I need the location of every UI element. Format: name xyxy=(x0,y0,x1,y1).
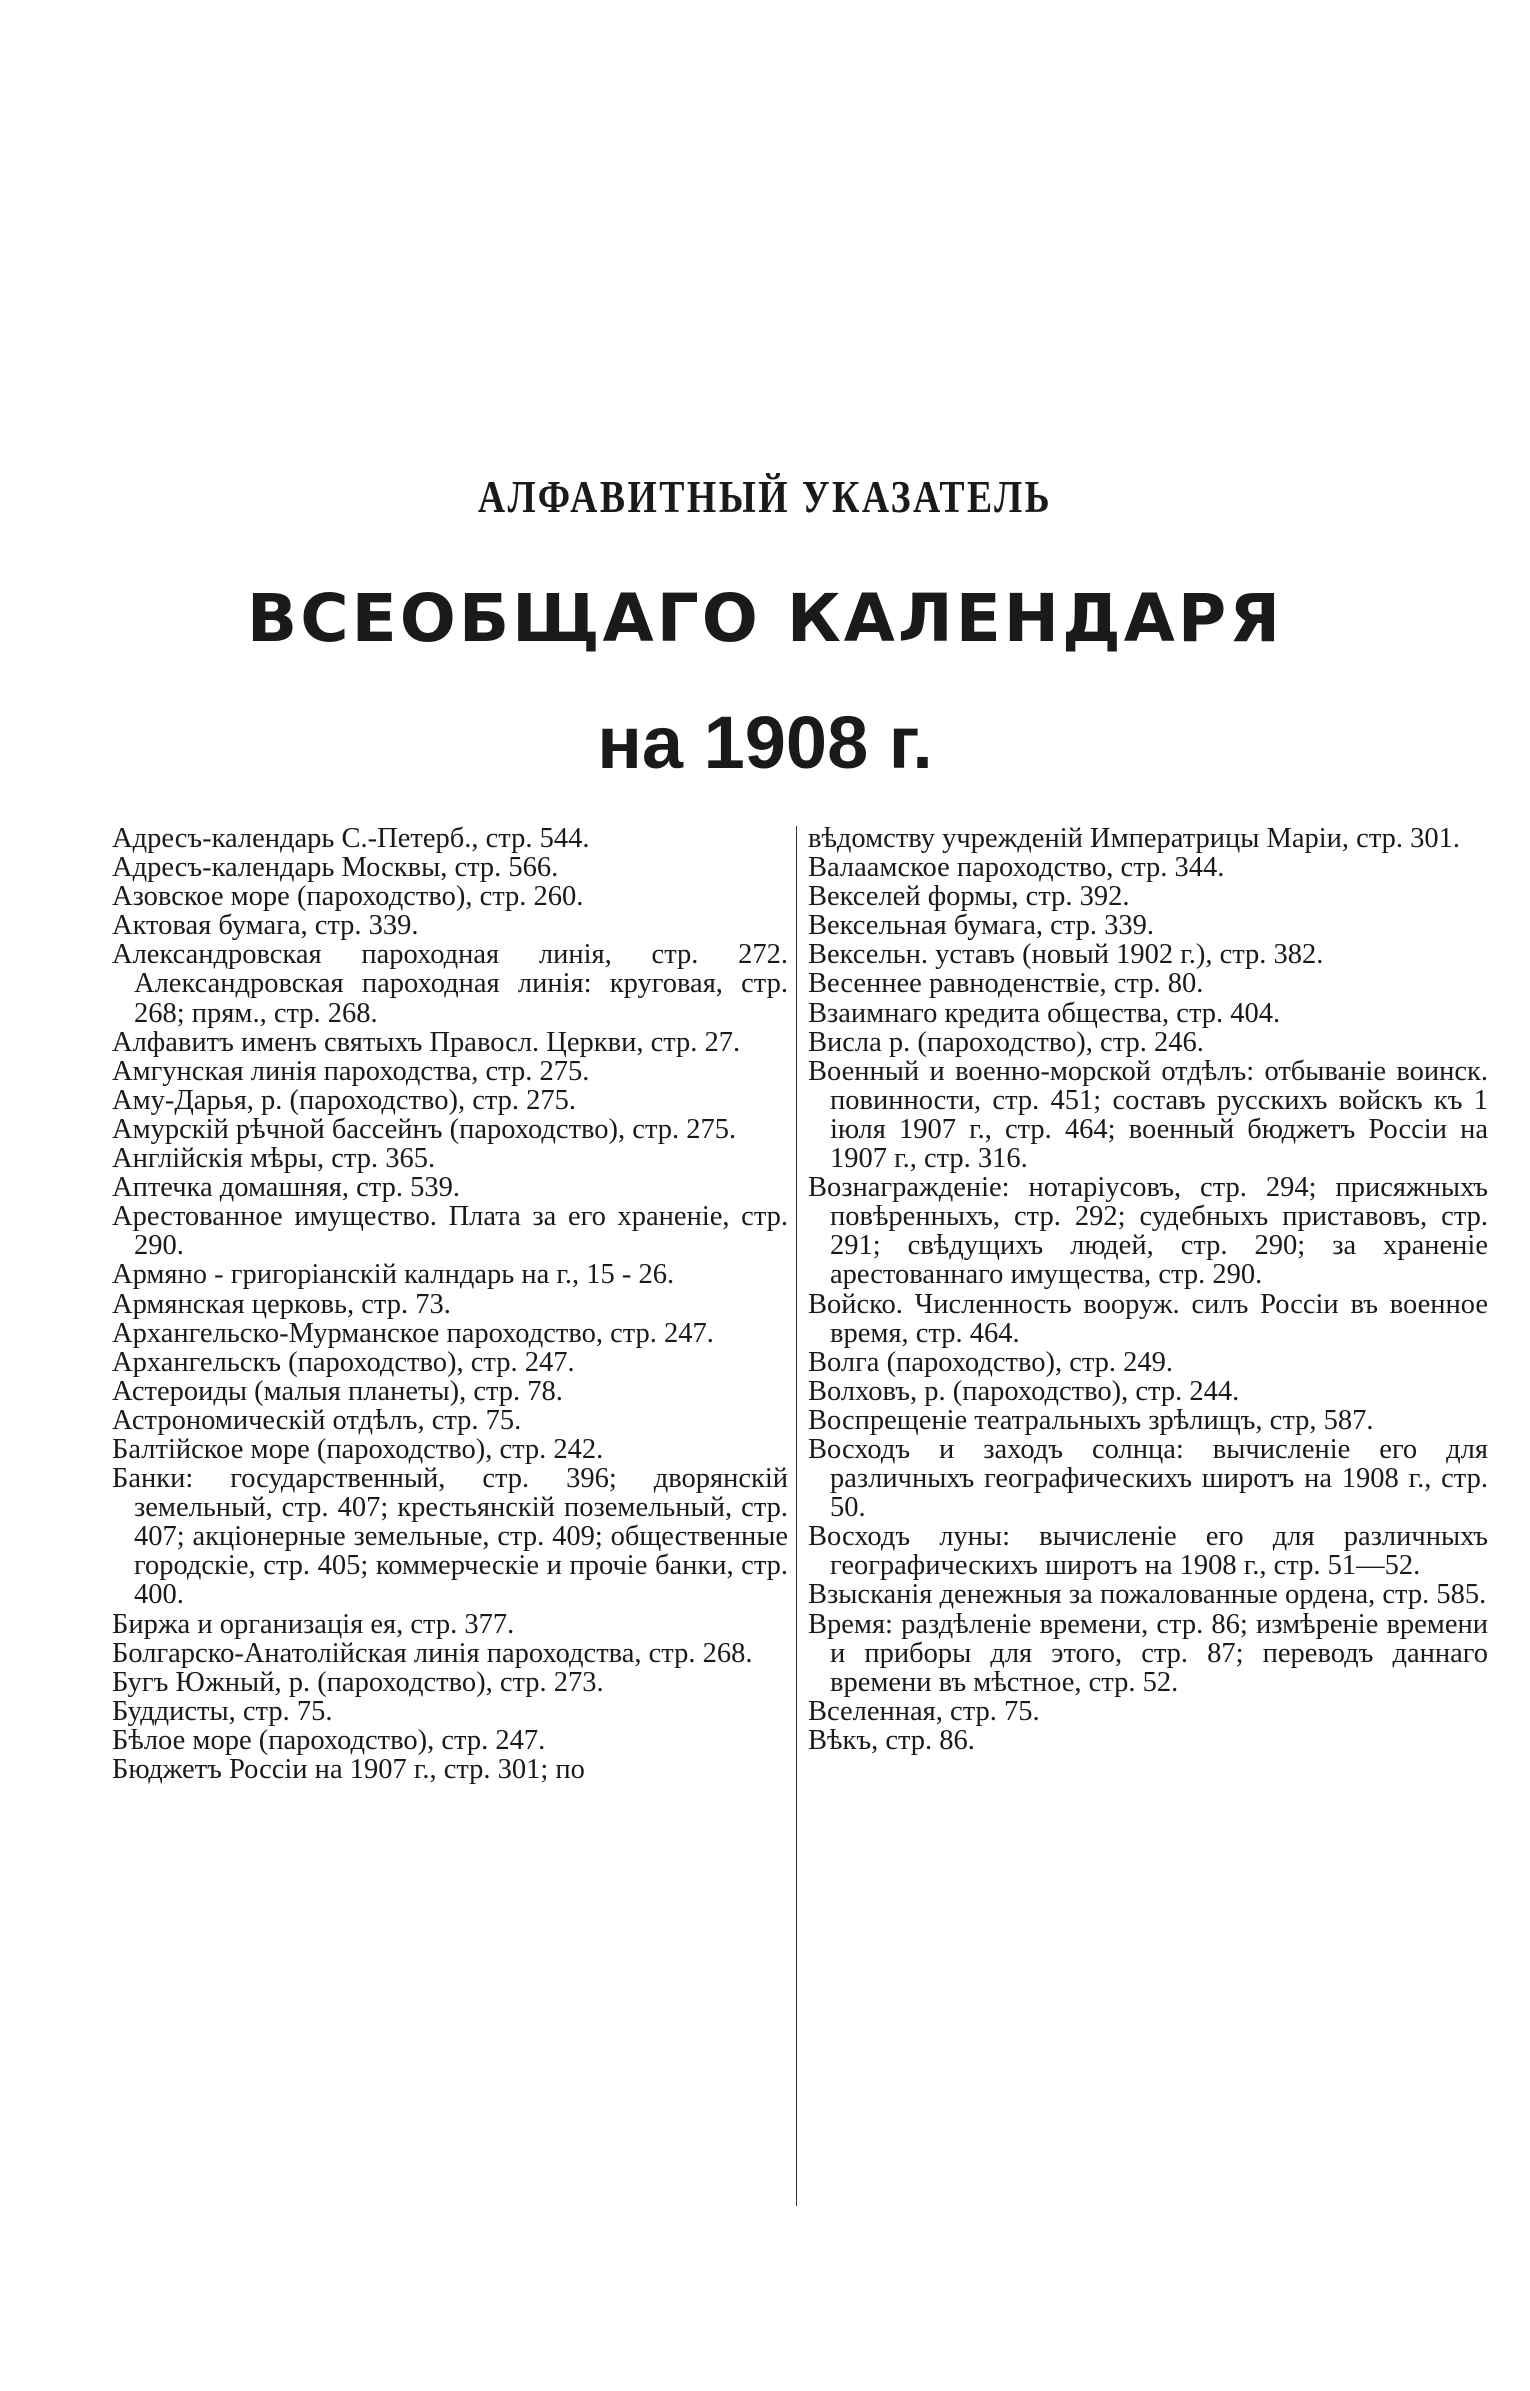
index-entry: Валаамское пароходство, стр. 344. xyxy=(808,852,1225,884)
index-entry: Аптечка домашняя, стр. 539. xyxy=(112,1172,460,1204)
index-entry: Вознагражденіе: нотаріусовъ, стр. 294; присяжныхъ повѣренныхъ, стр. 292; судебныхъ приставовъ, стр. 291; свѣдущихъ людей, стр. 290; за храненіе арестованнаго имущества, стр. 290. xyxy=(808,1172,1488,1291)
year-title: на 1908 г. xyxy=(597,701,933,784)
index-entry: Амурскій рѣчной бассейнъ (пароходство), стр. 275. xyxy=(112,1113,737,1145)
index-title: АЛФАВИТНЫЙ УКАЗАТЕЛЬ xyxy=(477,471,1053,522)
index-entry: Аму-Дарья, р. (пароходство), стр. 275. xyxy=(112,1084,577,1116)
right-column xyxy=(808,824,1488,1755)
index-entry: Бюджетъ Россіи на 1907 г., стр. 301; по xyxy=(112,1754,585,1785)
index-entry: Англійскія мѣры, стр. 365. xyxy=(112,1143,436,1175)
index-entry: Взысканія денежныя за пожалованные ордена, стр. 585. xyxy=(808,1579,1487,1611)
index-entry: Векселей формы, стр. 392. xyxy=(808,881,1130,913)
index-entry: Восходъ луны: вычисленіе его для различныхъ географическихъ широтъ на 1908 г., стр. 51—52. xyxy=(808,1521,1488,1582)
index-entry: Алфавитъ именъ святыхъ Правосл. Церкви, стр. 27. xyxy=(112,1026,741,1058)
index-entry: Войско. Численность вооруж. силъ Россіи въ военное время, стр. 464. xyxy=(808,1288,1488,1349)
left-column xyxy=(112,824,788,1784)
index-entry: Время: раздѣленіе времени, стр. 86; измѣреніе времени и приборы для этого, стр. 87; переводъ даннаго времени въ мѣстное, стр. 52. xyxy=(808,1608,1488,1698)
index-entry: Воспрещеніе театральныхъ зрѣлищъ, стр, 587. xyxy=(808,1404,1374,1436)
column-divider xyxy=(796,826,797,2206)
index-entry: Волховъ, р. (пароходство), стр. 244. xyxy=(808,1375,1240,1407)
index-entry: Вселенная, стр. 75. xyxy=(808,1695,1040,1727)
index-entry: Бугъ Южный, р. (пароходство), стр. 273. xyxy=(112,1666,604,1698)
index-entry: Биржа и организація ея, стр. 377. xyxy=(112,1608,515,1640)
index-entry: Висла р. (пароходство), стр. 246. xyxy=(808,1026,1204,1058)
index-entry: Волга (пароходство), стр. 249. xyxy=(808,1346,1174,1378)
calendar-title: ВСЕОБЩАГО КАЛЕНДАРЯ xyxy=(246,580,1284,657)
index-entry: Амгунская линія пароходства, стр. 275. xyxy=(112,1055,590,1087)
index-entry: Адресъ-календарь С.-Петерб., стр. 544. xyxy=(112,823,590,854)
index-entry: Арестованное имущество. Плата за его храненіе, стр. 290. xyxy=(112,1201,788,1262)
index-entry: Военный и военно-морской отдѣлъ: отбываніе воинск. повинности, стр. 451; составъ русскихъ войскъ къ 1 іюля 1907 г., стр. 464; военный бюджетъ Россіи на 1907 г., стр. 316. xyxy=(808,1055,1488,1175)
index-entry: Адресъ-календарь Москвы, стр. 566. xyxy=(112,852,559,884)
index-entry: Астрономическій отдѣлъ, стр. 75. xyxy=(112,1404,522,1436)
index-entry: Взаимнаго кредита общества, стр. 404. xyxy=(808,997,1281,1029)
index-entry: Армяно - григоріанскій калндарь на г., 15 - 26. xyxy=(112,1259,675,1291)
index-entry: Азовское море (пароходство), стр. 260. xyxy=(112,881,584,913)
index-entry: Бѣлое море (пароходство), стр. 247. xyxy=(112,1724,546,1756)
index-entry: Весеннее равноденствіе, стр. 80. xyxy=(808,968,1204,1000)
index-entry: вѣдомству учрежденій Императрицы Маріи, стр. 301. xyxy=(808,823,1461,854)
index-entry: Армянская церковь, стр. 73. xyxy=(112,1288,451,1320)
index-entry: Вексельная бумага, стр. 339. xyxy=(808,910,1154,942)
index-entry: Балтійское море (пароходство), стр. 242. xyxy=(112,1433,604,1465)
index-entry: Астероиды (малыя планеты), стр. 78. xyxy=(112,1375,563,1407)
index-entry: Архангельско-Мурманское пароходство, стр. 247. xyxy=(112,1317,714,1349)
index-entry: Вѣкъ, стр. 86. xyxy=(808,1724,975,1756)
index-entry: Болгарско-Анатолійская линія пароходства, стр. 268. xyxy=(112,1637,753,1669)
index-entry: Архангельскъ (пароходство), стр. 247. xyxy=(112,1346,575,1378)
index-entry: Вексельн. уставъ (новый 1902 г.), стр. 382. xyxy=(808,939,1324,971)
index-entry: Банки: государственный, стр. 396; дворянскій земельный, стр. 407; крестьянскій поземельный, стр. 407; акціонерные земельные, стр. 409; общественные городскіе, стр. 405; коммерческіе и прочіе банки, стр. 400. xyxy=(112,1463,788,1611)
index-entry: Буддисты, стр. 75. xyxy=(112,1695,333,1727)
index-entry: Восходъ и заходъ солнца: вычисленіе его для различныхъ географическихъ широтъ на 1908 г., стр. 50. xyxy=(808,1433,1488,1524)
index-entry: Актовая бумага, стр. 339. xyxy=(112,910,419,942)
index-entry: Александровская пароходная линія, стр. 272. Александровская пароходная линія: круговая, стр. 268; прям., стр. 268. xyxy=(112,939,788,1029)
